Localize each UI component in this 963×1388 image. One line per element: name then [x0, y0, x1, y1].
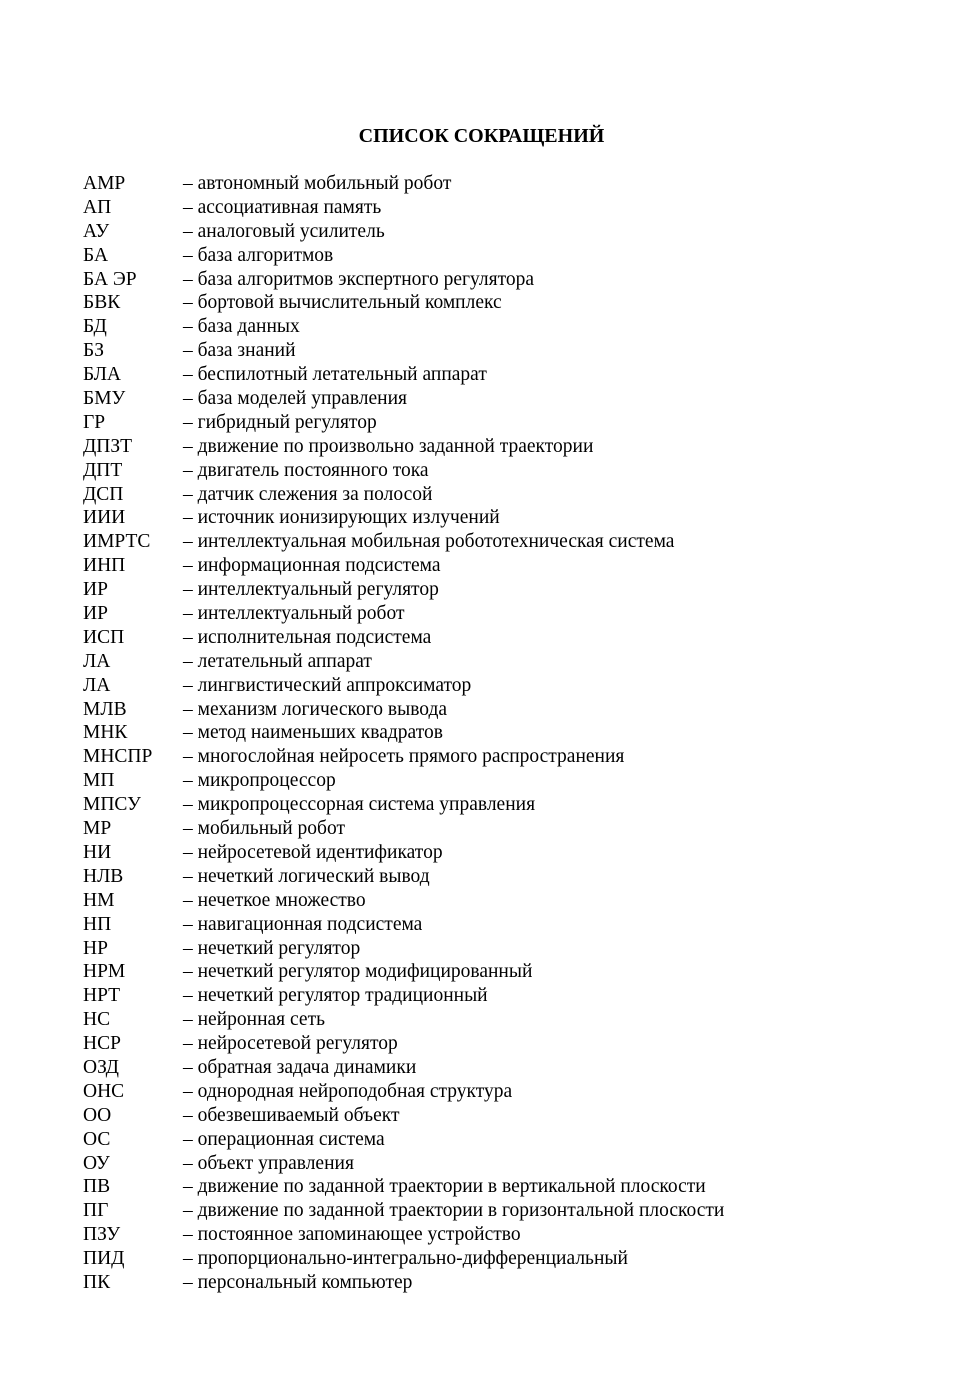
abbreviation-term: НЛВ	[83, 865, 124, 887]
abbreviation-row	[83, 339, 724, 363]
abbreviation-term: БЗ	[83, 340, 104, 362]
abbreviation-definition: – многослойная нейросеть прямого распространения	[183, 746, 625, 768]
abbreviation-row	[83, 1199, 724, 1223]
abbreviation-row	[83, 387, 724, 411]
abbreviation-row	[83, 769, 724, 793]
abbreviation-definition: – информационная подсистема	[183, 555, 441, 577]
abbreviation-definition: – объект управления	[183, 1152, 354, 1174]
abbreviation-definition: – база алгоритмов	[183, 244, 334, 266]
abbreviation-definition: – навигационная подсистема	[183, 913, 423, 935]
abbreviation-row	[83, 1223, 724, 1247]
abbreviation-term: МНСПР	[83, 746, 153, 768]
abbreviation-row	[83, 435, 724, 459]
abbreviation-term: ИНП	[83, 555, 126, 577]
abbreviation-row	[83, 626, 724, 650]
abbreviation-row	[83, 578, 724, 602]
abbreviation-definition: – движение по заданной траектории в вертикальной плоскости	[183, 1176, 706, 1198]
abbreviation-term: МЛВ	[83, 698, 127, 720]
abbreviation-term: МПСУ	[83, 794, 141, 816]
abbreviation-definition: – нечеткий регулятор модифицированный	[183, 961, 533, 983]
abbreviation-term: БА	[83, 244, 109, 266]
abbreviation-definition: – нечеткий логический вывод	[183, 865, 430, 887]
abbreviation-term: АМР	[83, 173, 126, 194]
abbreviation-row	[83, 196, 724, 220]
abbreviation-definition: – нечеткое множество	[183, 889, 366, 911]
abbreviation-term: МП	[83, 770, 115, 792]
abbreviation-definition: – обезвешиваемый объект	[183, 1104, 400, 1126]
abbreviation-row	[83, 1128, 724, 1152]
abbreviation-row	[83, 793, 724, 817]
abbreviation-term: ПВ	[83, 1176, 111, 1198]
abbreviation-row	[83, 1056, 724, 1080]
abbreviation-row	[83, 1104, 724, 1128]
abbreviation-row	[83, 315, 724, 339]
abbreviation-term: НМ	[83, 889, 115, 911]
abbreviation-term: НСР	[83, 1033, 121, 1055]
abbreviation-row	[83, 1247, 724, 1271]
abbreviation-definition: – механизм логического вывода	[183, 698, 448, 720]
abbreviation-term: ИР	[83, 603, 108, 625]
abbreviation-definition: – интеллектуальный робот	[183, 603, 405, 625]
abbreviation-definition: – двигатель постоянного тока	[183, 459, 429, 481]
abbreviation-definition: – датчик слежения за полосой	[183, 483, 433, 505]
abbreviation-row	[83, 865, 724, 889]
abbreviation-row	[83, 841, 724, 865]
abbreviation-term: ОО	[83, 1104, 112, 1126]
abbreviation-row	[83, 674, 724, 698]
abbreviation-row	[83, 1175, 724, 1199]
abbreviation-definition: – движение по произвольно заданной траектории	[183, 435, 594, 457]
abbreviation-row	[83, 602, 724, 626]
abbreviation-definition: – база моделей управления	[183, 388, 408, 410]
abbreviation-term: НР	[83, 937, 108, 959]
abbreviation-term: ЛА	[83, 674, 111, 696]
abbreviation-definition: – исполнительная подсистема	[183, 626, 432, 648]
abbreviation-definition: – летательный аппарат	[183, 650, 372, 672]
abbreviation-term: БА ЭР	[83, 268, 137, 290]
abbreviation-term: НРТ	[83, 985, 121, 1007]
abbreviation-definition: – постоянное запоминающее устройство	[183, 1224, 521, 1246]
abbreviation-row	[83, 960, 724, 984]
abbreviation-definition: – мобильный робот	[183, 818, 345, 840]
abbreviation-term: ОЗД	[83, 1056, 119, 1078]
abbreviation-term: ИМРТС	[83, 531, 151, 553]
abbreviation-definition: – метод наименьших квадратов	[183, 722, 443, 744]
abbreviation-term: ПИД	[83, 1248, 125, 1270]
abbreviation-row	[83, 817, 724, 841]
abbreviation-definition: – пропорционально-интегрально-дифференциальный	[183, 1248, 628, 1270]
abbreviation-definition: – нейросетевой регулятор	[183, 1033, 398, 1055]
abbreviation-row	[83, 459, 724, 483]
abbreviation-term: ОС	[83, 1128, 111, 1150]
abbreviation-term: ДПТ	[83, 459, 123, 481]
abbreviation-term: ДСП	[83, 483, 124, 505]
abbreviation-term: ДПЗТ	[83, 435, 133, 457]
abbreviation-term: НС	[83, 1009, 111, 1031]
abbreviation-row	[83, 1032, 724, 1056]
abbreviation-term: МР	[83, 818, 112, 840]
abbreviation-row	[83, 1152, 724, 1176]
abbreviation-row	[83, 268, 724, 292]
abbreviation-term: АУ	[83, 220, 110, 242]
abbreviation-definition: – движение по заданной траектории в горизонтальной плоскости	[183, 1200, 725, 1222]
abbreviation-term: НИ	[83, 841, 112, 863]
abbreviation-row	[83, 411, 724, 435]
abbreviation-definition: – интеллектуальный регулятор	[183, 579, 439, 601]
abbreviation-definition: – ассоциативная память	[183, 196, 382, 218]
abbreviation-definition: – автономный мобильный робот	[183, 173, 452, 194]
abbreviation-row	[83, 889, 724, 913]
abbreviation-term: БЛА	[83, 364, 122, 386]
abbreviation-definition: – нечеткий регулятор	[183, 937, 361, 959]
abbreviation-row	[83, 721, 724, 745]
abbreviation-term: АП	[83, 196, 112, 218]
abbreviation-definition: – база данных	[183, 316, 300, 338]
abbreviation-term: НП	[83, 913, 112, 935]
abbreviation-row	[83, 530, 724, 554]
abbreviation-row	[83, 650, 724, 674]
abbreviation-definition: – операционная система	[183, 1128, 385, 1150]
abbreviation-term: ПГ	[83, 1200, 109, 1222]
abbreviation-definition: – микропроцессорная система управления	[183, 794, 536, 816]
abbreviation-term: ИСП	[83, 626, 125, 648]
abbreviation-term: ОНС	[83, 1080, 125, 1102]
abbreviation-term: ПЗУ	[83, 1224, 121, 1246]
abbreviation-row	[83, 913, 724, 937]
abbreviation-definition: – обратная задача динамики	[183, 1056, 417, 1078]
abbreviation-list	[83, 172, 724, 1295]
abbreviation-definition: – микропроцессор	[183, 770, 336, 792]
abbreviation-row	[83, 483, 724, 507]
abbreviation-row	[83, 745, 724, 769]
abbreviation-definition: – база алгоритмов экспертного регулятора	[183, 268, 534, 290]
abbreviation-row	[83, 172, 724, 196]
abbreviation-row	[83, 244, 724, 268]
abbreviation-row	[83, 1271, 724, 1295]
abbreviation-term: ГР	[83, 411, 106, 433]
abbreviation-definition: – аналоговый усилитель	[183, 220, 385, 242]
abbreviation-term: ОУ	[83, 1152, 110, 1174]
abbreviation-definition: – нейронная сеть	[183, 1009, 325, 1031]
abbreviation-row	[83, 1008, 724, 1032]
abbreviation-term: БВК	[83, 292, 121, 314]
abbreviation-definition: – лингвистический аппроксиматор	[183, 674, 472, 696]
abbreviation-definition: – нейросетевой идентификатор	[183, 841, 443, 863]
abbreviation-definition: – интеллектуальная мобильная робототехническая система	[183, 531, 675, 553]
abbreviation-row	[83, 220, 724, 244]
abbreviation-term: НРМ	[83, 961, 126, 983]
abbreviation-definition: – нечеткий регулятор традиционный	[183, 985, 488, 1007]
abbreviation-definition: – база знаний	[183, 340, 296, 362]
page-title: СПИСОК СОКРАЩЕНИЙ	[358, 125, 605, 147]
abbreviation-term: МНК	[83, 722, 128, 744]
abbreviation-definition: – источник ионизирующих излучений	[183, 507, 500, 529]
abbreviation-definition: – беспилотный летательный аппарат	[183, 364, 487, 386]
abbreviation-row	[83, 1080, 724, 1104]
abbreviation-term: БД	[83, 316, 107, 338]
abbreviation-row	[83, 291, 724, 315]
abbreviation-row	[83, 363, 724, 387]
abbreviation-definition: – бортовой вычислительный комплекс	[183, 292, 502, 314]
abbreviation-row	[83, 554, 724, 578]
abbreviation-term: ИИИ	[83, 507, 126, 529]
abbreviation-definition: – гибридный регулятор	[183, 411, 377, 433]
abbreviation-row	[83, 984, 724, 1008]
abbreviation-row	[83, 506, 724, 530]
abbreviation-term: ИР	[83, 579, 108, 601]
abbreviation-row	[83, 698, 724, 722]
abbreviation-term: ПК	[83, 1271, 111, 1293]
abbreviation-row	[83, 937, 724, 961]
abbreviation-definition: – персональный компьютер	[183, 1271, 413, 1293]
abbreviation-term: БМУ	[83, 388, 126, 410]
abbreviation-definition: – однородная нейроподобная структура	[183, 1080, 513, 1102]
abbreviation-term: ЛА	[83, 650, 111, 672]
